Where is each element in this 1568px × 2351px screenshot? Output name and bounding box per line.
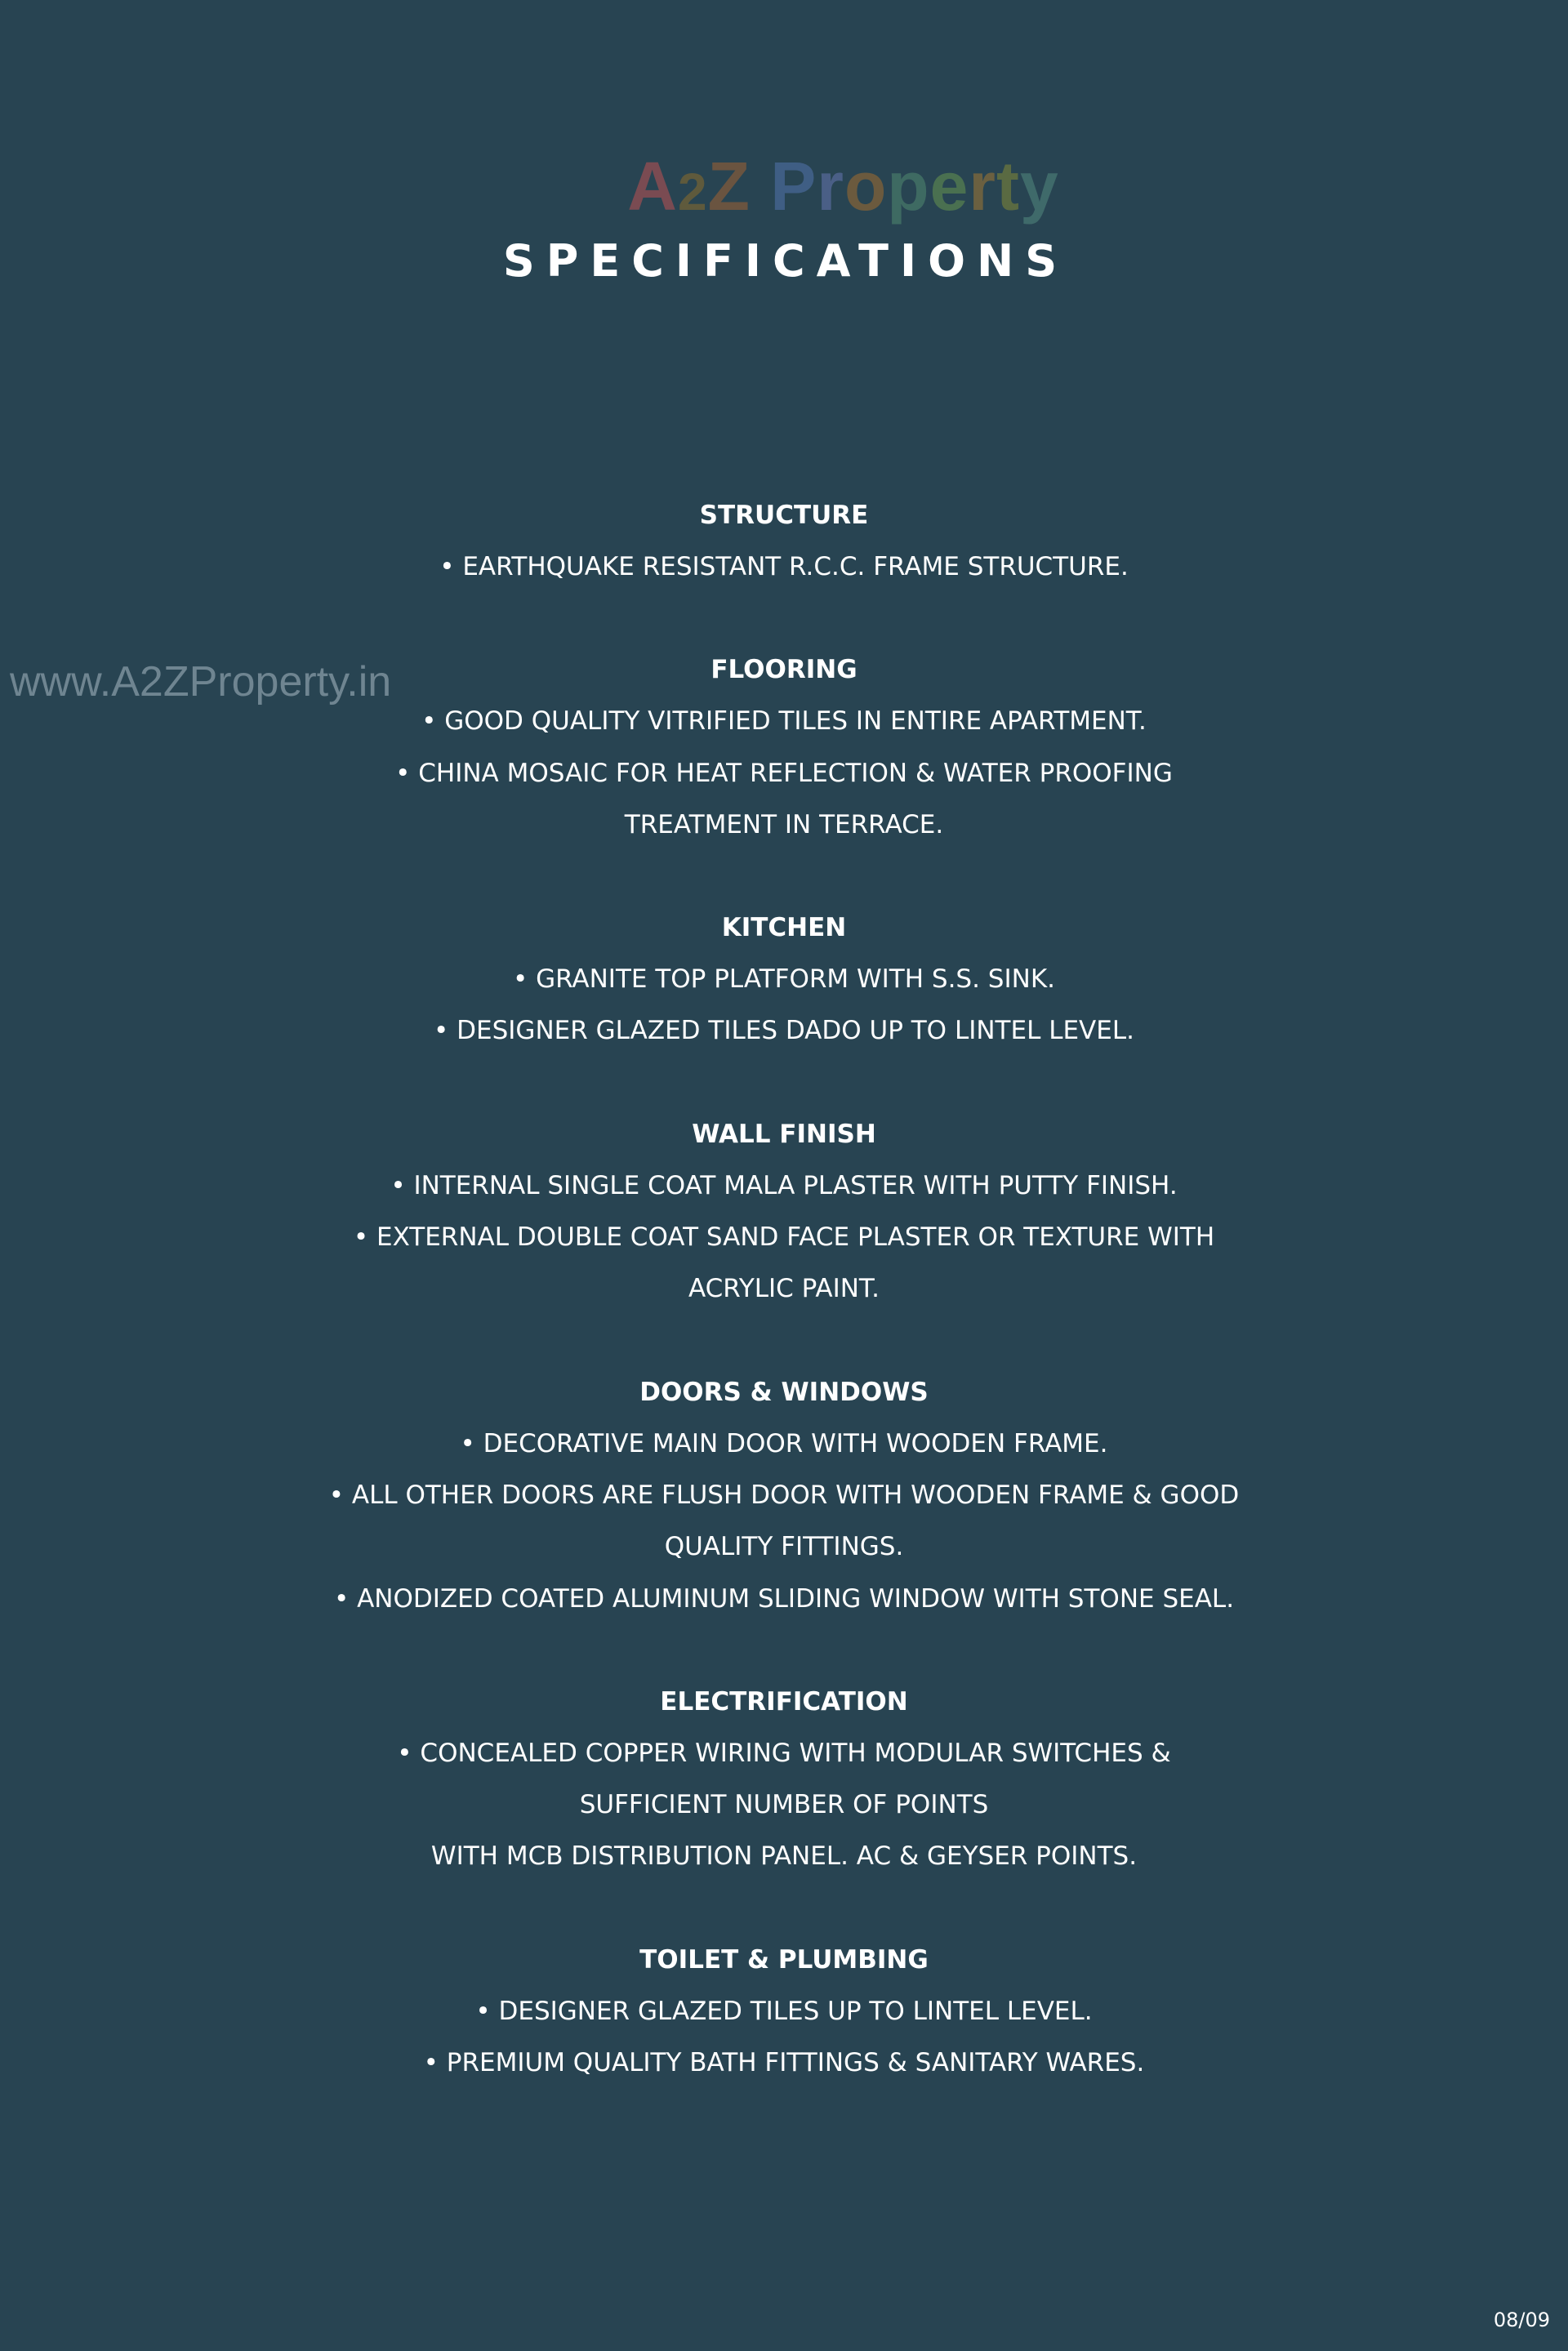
spec-line: • GRANITE TOP PLATFORM WITH S.S. SINK. [512,964,1056,995]
spec-section-doors-windows [0,1367,1568,1625]
spec-section-toilet-plumbing [0,1935,1568,2090]
section-heading: KITCHEN [721,913,847,943]
spec-section-structure [0,490,1568,593]
section-heading: STRUCTURE [699,501,869,530]
spec-line: • GOOD QUALITY VITRIFIED TILES IN ENTIRE APARTMENT. [421,706,1147,737]
spec-line: • EXTERNAL DOUBLE COAT SAND FACE PLASTER OR TEXTURE WITH [353,1222,1215,1253]
section-heading: TOILET & PLUMBING [639,1944,929,1975]
section-heading: ELECTRIFICATION [660,1686,908,1716]
specifications-list [0,490,1568,2140]
spec-section-flooring [0,644,1568,851]
spec-line: • CONCEALED COPPER WIRING WITH MODULAR SWITCHES & [397,1738,1171,1768]
section-heading: FLOORING [710,655,858,685]
a2z-logo-watermark: A2Z Property [627,148,1059,225]
spec-line: ACRYLIC PAINT. [688,1274,880,1304]
spec-line: • ANODIZED COATED ALUMINUM SLIDING WINDOW WITH STONE SEAL. [333,1583,1235,1614]
page-number: 08/09 [1493,2309,1550,2331]
spec-line: • DESIGNER GLAZED TILES UP TO LINTEL LEVEL. [475,1996,1093,2026]
spec-line: • EARTHQUAKE RESISTANT R.C.C. FRAME STRUCTURE. [439,552,1129,581]
spec-section-wall-finish [0,1109,1568,1316]
spec-line: TREATMENT IN TERRACE. [624,809,944,839]
website-watermark: www.A2ZProperty.in [10,658,392,706]
spec-line: • PREMIUM QUALITY BATH FITTINGS & SANITARY WARES. [423,2048,1145,2078]
section-heading: DOORS & WINDOWS [639,1377,929,1407]
spec-line: • ALL OTHER DOORS ARE FLUSH DOOR WITH WOODEN FRAME & GOOD [328,1480,1240,1510]
page-title: SPECIFICATIONS [502,235,1069,287]
spec-section-kitchen [0,902,1568,1058]
spec-line: WITH MCB DISTRIBUTION PANEL. AC & GEYSER POINTS. [430,1841,1138,1872]
spec-line: • DECORATIVE MAIN DOOR WITH WOODEN FRAME. [460,1428,1108,1458]
spec-line: QUALITY FITTINGS. [664,1532,904,1562]
spec-line: • INTERNAL SINGLE COAT MALA PLASTER WITH PUTTY FINISH. [390,1170,1178,1200]
section-heading: WALL FINISH [692,1119,876,1149]
spec-section-electrification [0,1676,1568,1883]
spec-line: SUFFICIENT NUMBER OF POINTS [579,1790,989,1820]
spec-line: • DESIGNER GLAZED TILES DADO UP TO LINTEL LEVEL. [434,1016,1134,1046]
spec-line: • CHINA MOSAIC FOR HEAT REFLECTION & WATER PROOFING [395,758,1173,788]
